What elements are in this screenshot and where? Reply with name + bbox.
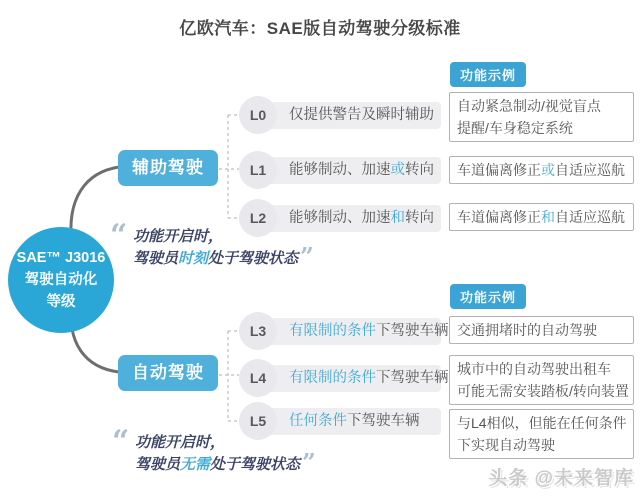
example-box-l3: 交通拥堵时的自动驾驶 [449, 316, 634, 344]
center-node-line1: SAE™ J3016 [16, 249, 106, 266]
level-desc-l3: 有限制的条件下驾驶车辆 [252, 318, 441, 345]
quote-assist-line1: 功能开启时， [133, 228, 224, 245]
open-quote-icon: “ [112, 424, 130, 459]
level-badge-l0: L0 [239, 96, 277, 134]
example-box-l5: 与L4相似，但能在任何条件 下实现自动驾驶 [449, 409, 634, 459]
level-desc-l5: 任何条件下驾驶车辆 [252, 408, 441, 435]
watermark: 头条 @未来智库 [488, 468, 634, 489]
example-box-l2: 车道偏离修正和自适应巡航 [449, 203, 634, 231]
example-box-l4: 城市中的自动驾驶出租车 可能无需安装踏板/转向装置 [449, 355, 634, 405]
close-quote-icon: ” [302, 448, 316, 477]
level-badge-l1: L1 [239, 151, 277, 189]
center-node-line3: 等级 [46, 293, 76, 310]
level-badge-l2: L2 [239, 199, 277, 237]
level-desc-l2: 能够制动、加速和转向 [252, 205, 441, 232]
level-badge-l3: L3 [239, 312, 277, 350]
dashed-connectors-auto [219, 331, 239, 421]
level-desc-l0: 仅提供警告及瞬时辅助 [252, 102, 441, 129]
example-box-l1: 车道偏离修正或自适应巡航 [449, 156, 634, 184]
center-node-line2: 驾驶自动化 [24, 271, 98, 288]
quote-auto-line2: 驾驶员无需处于驾驶状态” [135, 448, 316, 477]
level-badge-l5: L5 [239, 402, 277, 440]
level-desc-l1: 能够制动、加速或转向 [252, 157, 441, 184]
quote-auto-line1: 功能开启时， [135, 434, 226, 451]
level-badge-l4: L4 [239, 359, 277, 397]
level-desc-l4: 有限制的条件下驾驶车辆 [252, 365, 441, 392]
example-box-l0: 自动紧急制动/视觉盲点 提醒/车身稳定系统 [449, 92, 634, 142]
dashed-connectors-assist [219, 115, 239, 218]
quote-assist-line2: 驾驶员时刻处于驾驶状态” [133, 242, 314, 271]
quote-auto-driving [112, 424, 316, 477]
page-title: 亿欧汽车：SAE版自动驾驶分级标准 [179, 19, 461, 38]
close-quote-icon: ” [300, 242, 314, 271]
center-node-sae-j3016 [8, 227, 114, 333]
branch-box-auto-driving: 自动驾驶 [118, 355, 218, 391]
examples-badge-top: 功能示例 [450, 62, 526, 87]
open-quote-icon: “ [110, 218, 128, 253]
branch-box-assist-driving: 辅助驾驶 [118, 150, 218, 186]
examples-badge-bottom: 功能示例 [450, 284, 526, 309]
